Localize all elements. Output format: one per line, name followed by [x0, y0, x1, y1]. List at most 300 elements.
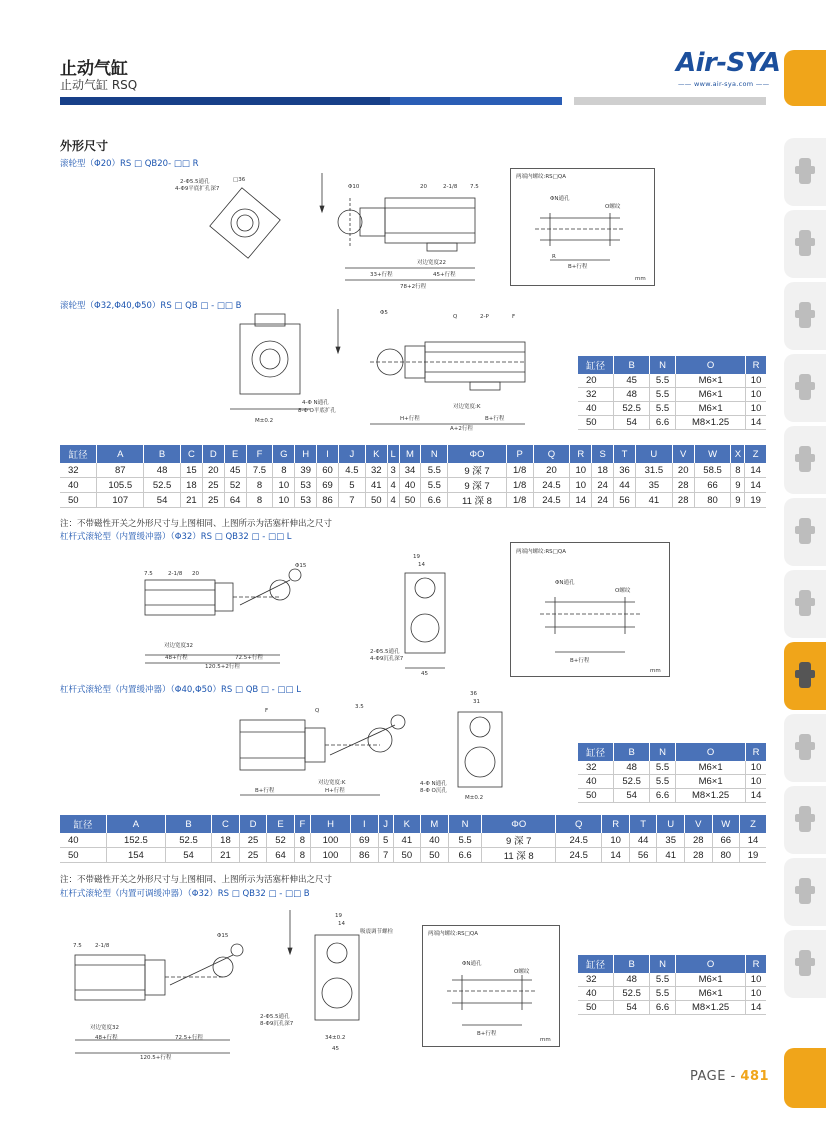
table-cell: 105.5 — [97, 478, 144, 493]
label-shock-bolt: 吸震调节螺栓 — [360, 929, 394, 935]
drawing-lever-adjustable-front — [260, 905, 410, 1055]
table-header-cell: V — [684, 815, 712, 833]
table-cell: 10 — [746, 402, 766, 416]
table-cell: 18 — [212, 833, 240, 848]
table-cell: 41 — [635, 493, 672, 508]
table-cell: 8 — [294, 833, 310, 848]
table-cell: 86 — [317, 493, 339, 508]
table-cell: 64 — [224, 493, 246, 508]
slide-cylinder-icon — [793, 730, 817, 766]
table-cell: 69 — [317, 478, 339, 493]
table-header-cell: B — [614, 743, 650, 761]
table-cell: 11 深 8 — [482, 848, 556, 863]
table-cell: 15 — [180, 463, 202, 478]
table-cell: 10 — [273, 478, 295, 493]
label-internal-thread: 两端内螺纹:RS□QA — [516, 174, 566, 180]
drawing-detail-rsqa-2 — [510, 542, 670, 677]
label-mm-3: mm — [540, 1037, 551, 1043]
label-phi15-l: Φ15 — [295, 563, 307, 569]
table-cell: 100 — [310, 833, 350, 848]
label-45-stroke: 45+行程 — [433, 272, 456, 278]
label-45-5: 45 — [332, 1046, 339, 1052]
header-bar-gray — [574, 97, 766, 105]
table-cell: 41 — [657, 848, 685, 863]
table-header-cell: U — [657, 815, 685, 833]
table-cell: 32 — [365, 463, 387, 478]
page-title: 止动气缸 — [60, 59, 128, 79]
table-cell: 8 — [731, 463, 745, 478]
note-2: 注：不带磁性开关之外形尺寸与上图相同、上图所示为活塞杆伸出之尺寸 — [60, 875, 333, 885]
table-row — [578, 775, 766, 789]
sidebar-tab-filter[interactable] — [784, 210, 826, 278]
table-cell: 50 — [393, 848, 421, 863]
table-cell: 28 — [672, 478, 694, 493]
sidebar-tab-valve[interactable] — [784, 282, 826, 350]
sidebar-tab-solenoid[interactable] — [784, 498, 826, 566]
label-internal-thread-3: 两端内螺纹:RS□QA — [428, 931, 478, 937]
table-cell: 19 — [745, 493, 766, 508]
solenoid-icon — [793, 514, 817, 550]
table-header-cell: P — [506, 445, 533, 463]
table-cell: 50 — [60, 848, 106, 863]
table-cell: 86 — [351, 848, 379, 863]
label-20: 20 — [420, 184, 427, 190]
table-cell: 54 — [614, 789, 650, 803]
table-cell: 66 — [694, 478, 731, 493]
table-cell: 52.5 — [165, 833, 211, 848]
table-cell: 20 — [672, 463, 694, 478]
table-cell: 54 — [614, 416, 650, 430]
label-port-5: 2-1/8 — [95, 943, 110, 949]
table-header-cell: 缸径 — [60, 815, 106, 833]
label-3-5: 3.5 — [355, 704, 364, 710]
table-cell: 20 — [578, 374, 614, 388]
table-cell: 14 — [740, 833, 766, 848]
table-cell: 10 — [570, 463, 592, 478]
caption-roller-32-50: 滚轮型（Φ32,Φ40,Φ50）RS □ QB □ - □□ B — [60, 301, 242, 311]
table-cell: 53 — [295, 478, 317, 493]
table-cell: 6.6 — [650, 1001, 676, 1015]
label-port-l: 2-1/8 — [168, 571, 183, 577]
table-header-cell: R — [746, 743, 766, 761]
label-across-32: 对边宽度32 — [164, 643, 193, 649]
table-cell: 7 — [338, 493, 365, 508]
table-cell: 48 — [144, 463, 181, 478]
table-header-cell: N — [448, 815, 482, 833]
table-cell: 24.5 — [556, 833, 602, 848]
label-72-stroke-5: 72.5+行程 — [175, 1035, 203, 1041]
table-small-2 — [578, 743, 766, 803]
label-h-stroke-4: H+行程 — [325, 788, 345, 794]
label-port: 2-1/8 — [443, 184, 458, 190]
sidebar-tab-silencer[interactable] — [784, 858, 826, 926]
table-cell: 10 — [746, 388, 766, 402]
table-cell: 41 — [393, 833, 421, 848]
table-cell: 64 — [267, 848, 295, 863]
table-header-cell: B — [614, 356, 650, 374]
table-cell: 5.5 — [421, 463, 448, 478]
table-cell: M6×1 — [676, 374, 746, 388]
drawing-lever-adjustable-32 — [65, 925, 245, 1060]
table-cell: 5.5 — [650, 987, 676, 1001]
table-header-cell: N — [650, 743, 676, 761]
table-cell: 7 — [378, 848, 393, 863]
valve-icon — [793, 298, 817, 334]
label-2-holes-5: 2-Φ5.5通孔 — [260, 1014, 290, 1020]
sidebar-tab-actuator[interactable] — [784, 426, 826, 494]
caption-lever-32: 杠杆式滚轮型（内置缓冲器）（Φ32）RS □ QB32 □ - □□ L — [60, 532, 292, 542]
table-header-cell: B — [165, 815, 211, 833]
table-header-cell: R — [746, 356, 766, 374]
table-cell: 107 — [97, 493, 144, 508]
table-row — [578, 987, 766, 1001]
table-cell: 87 — [97, 463, 144, 478]
label-f: F — [512, 314, 516, 320]
label-19-5: 19 — [335, 913, 342, 919]
label-4-counterbore: 4-Φ9沉孔深7 — [370, 656, 404, 662]
table-row — [578, 761, 766, 775]
label-phi-s: Φ5 — [380, 310, 388, 316]
table-cell: 50 — [60, 493, 97, 508]
table-header-cell: S — [592, 445, 614, 463]
label-31: 31 — [473, 699, 480, 705]
table-cell: 41 — [365, 478, 387, 493]
table-cell: 25 — [202, 478, 224, 493]
table-cell: 40 — [60, 478, 97, 493]
table-cell: 48 — [614, 388, 650, 402]
table-row — [60, 493, 766, 508]
table-cell: 8 — [246, 493, 273, 508]
label-n-hole-3: ΦN通孔 — [462, 961, 482, 967]
table-cell: 24.5 — [533, 493, 570, 508]
silencer-icon — [793, 874, 817, 910]
table-cell: 4 — [387, 493, 399, 508]
table-cell: 40 — [578, 775, 614, 789]
caption-roller-20: 滚轮型（Φ20）RS □ QB20- □□ R — [60, 159, 199, 169]
table-cell: 5.5 — [650, 402, 676, 416]
label-internal-thread-2: 两端内螺纹:RS□QA — [516, 549, 566, 555]
table-cell: 9 — [731, 478, 745, 493]
label-33-stroke: 33+行程 — [370, 272, 393, 278]
table-header-cell: E — [267, 815, 295, 833]
label-4n-hole: 4-Φ N通孔 — [302, 400, 329, 406]
label-a-stroke: A+2行程 — [450, 426, 473, 432]
label-8-counterbore-5: 8-Φ9沉孔深7 — [260, 1021, 294, 1027]
table-header-cell: B — [144, 445, 181, 463]
table-cell: 24.5 — [533, 478, 570, 493]
table-cell: M6×1 — [676, 973, 746, 987]
table-header-cell: J — [338, 445, 365, 463]
table-header-cell: M — [399, 445, 421, 463]
table-header-cell: A — [106, 815, 165, 833]
gripper-icon — [793, 586, 817, 622]
table-header-cell: H — [295, 445, 317, 463]
label-across-flats: 对边宽度22 — [417, 260, 446, 266]
table-cell: 5.5 — [650, 775, 676, 789]
table-cell: 3 — [387, 463, 399, 478]
table-cell: 50 — [421, 848, 449, 863]
table-dimensions-1 — [60, 445, 766, 508]
table-cell: 40 — [60, 833, 106, 848]
table-cell: 18 — [180, 478, 202, 493]
table-cell: 54 — [144, 493, 181, 508]
sidebar-tab-fitting[interactable] — [784, 354, 826, 422]
table-cell: 45 — [614, 374, 650, 388]
page-subtitle: 止动气缸 RSQ — [60, 78, 138, 92]
label-48-stroke-5: 48+行程 — [95, 1035, 118, 1041]
table-cell: 58.5 — [694, 463, 731, 478]
table-header-cell: B — [614, 955, 650, 973]
table-row — [60, 848, 766, 863]
label-72-stroke: 72.5+行程 — [235, 655, 263, 661]
label-b-stroke-5: B+行程 — [477, 1031, 497, 1037]
table-row — [578, 402, 766, 416]
table-cell: 32 — [578, 388, 614, 402]
table-cell: 14 — [602, 848, 630, 863]
drawing-detail-rsqa-1 — [510, 168, 655, 286]
label-mm-2: mm — [650, 668, 661, 674]
label-120-stroke-5: 120.5+行程 — [140, 1055, 172, 1060]
table-header-cell: D — [202, 445, 224, 463]
label-b-stroke-3: B+行程 — [570, 658, 590, 664]
label-b-stroke: B+行程 — [568, 264, 588, 270]
table-cell: 44 — [629, 833, 657, 848]
table-cell: 35 — [657, 833, 685, 848]
table-row — [60, 478, 766, 493]
sidebar-top-tab[interactable] — [784, 50, 826, 106]
table-header-cell: O — [676, 356, 746, 374]
table-dimensions-2 — [60, 815, 766, 863]
table-cell: 10 — [273, 493, 295, 508]
table-header-cell: C — [212, 815, 240, 833]
table-cell: 21 — [180, 493, 202, 508]
sidebar-tab-filter-regulator[interactable] — [784, 138, 826, 206]
label-48-stroke: 48+行程 — [165, 655, 188, 661]
table-row — [578, 973, 766, 987]
drawing-lever-32 — [140, 555, 315, 670]
label-7-5-5: 7.5 — [73, 943, 82, 949]
table-cell: 28 — [672, 493, 694, 508]
table-cell: 9 深 7 — [482, 833, 556, 848]
table-cell: 44 — [614, 478, 636, 493]
table-header-cell: F — [246, 445, 273, 463]
table-cell: 5.5 — [650, 388, 676, 402]
table-cell: M6×1 — [676, 388, 746, 402]
label-45: 45 — [421, 671, 428, 677]
label-8o-counterbore: 8-Φ O平底扩孔 — [298, 408, 336, 414]
sidebar-tab-slide-cylinder[interactable] — [784, 714, 826, 782]
label-n-hole-2: ΦN通孔 — [555, 580, 575, 586]
label-n-hole: ΦN通孔 — [550, 196, 570, 202]
table-cell: 56 — [614, 493, 636, 508]
table-small-1 — [578, 356, 766, 430]
table-cell: 5 — [378, 833, 393, 848]
label-14: 14 — [418, 562, 425, 568]
table-header-cell: ΦO — [448, 445, 506, 463]
label-across-k-4: 对边宽度:K — [318, 780, 346, 786]
table-header-cell: N — [421, 445, 448, 463]
caption-lever-adjustable-32: 杠杆式滚轮型（内置可调缓冲器）（Φ32）RS □ QB32 □ - □□ B — [60, 889, 310, 899]
table-row — [578, 1001, 766, 1015]
table-header-cell: F — [294, 815, 310, 833]
table-cell: 5.5 — [650, 973, 676, 987]
table-header-cell: R — [602, 815, 630, 833]
table-cell: 32 — [578, 973, 614, 987]
table-cell: 8 — [273, 463, 295, 478]
accessory-icon — [793, 946, 817, 982]
drawing-lever-40-50 — [230, 700, 430, 805]
table-cell: 24 — [592, 478, 614, 493]
table-cell: M6×1 — [676, 987, 746, 1001]
label-2-holes: 2-Φ5.5通孔 — [370, 649, 400, 655]
sidebar-tab-gripper[interactable] — [784, 570, 826, 638]
table-header-cell: H — [310, 815, 350, 833]
label-phi10: Φ10 — [348, 184, 360, 190]
note-1: 注：不带磁性开关之外形尺寸与上图相同、上图所示为活塞杆伸出之尺寸 — [60, 519, 333, 529]
table-cell: 56 — [629, 848, 657, 863]
table-header-cell: D — [239, 815, 267, 833]
sidebar-tab-rotary[interactable] — [784, 786, 826, 854]
table-cell: M8×1.25 — [676, 789, 746, 803]
table-cell: 10 — [746, 987, 766, 1001]
table-cell: 45 — [224, 463, 246, 478]
label-q: Q — [453, 314, 458, 320]
filter-icon — [793, 226, 817, 262]
table-cell: 25 — [239, 848, 267, 863]
drawing-lever-32-front — [365, 548, 475, 678]
table-cell: 50 — [578, 1001, 614, 1015]
table-header-cell: U — [635, 445, 672, 463]
table-header-cell: T — [614, 445, 636, 463]
label-square-36: □36 — [233, 177, 246, 183]
table-cell: 6.6 — [421, 493, 448, 508]
table-cell: M8×1.25 — [676, 416, 746, 430]
table-cell: 9 深 7 — [448, 478, 506, 493]
header-bar — [60, 97, 390, 105]
table-cell: 154 — [106, 848, 165, 863]
table-header-cell: N — [650, 356, 676, 374]
drawing-roller-20 — [165, 168, 505, 293]
table-cell: 6.6 — [448, 848, 482, 863]
table-header-cell: R — [570, 445, 592, 463]
label-36: 36 — [470, 691, 477, 697]
table-header-cell: K — [365, 445, 387, 463]
label-8o-4: 8-Φ O沉孔 — [420, 788, 447, 794]
table-cell: 5.5 — [448, 833, 482, 848]
label-r: R — [552, 254, 556, 260]
table-cell: 10 — [746, 775, 766, 789]
table-cell: 14 — [746, 1001, 766, 1015]
table-cell: 52.5 — [614, 987, 650, 1001]
label-across-flats-k: 对边宽度:K — [453, 404, 481, 410]
page-prefix: PAGE - — [690, 1069, 741, 1084]
table-header-cell: V — [672, 445, 694, 463]
table-cell: 52.5 — [614, 775, 650, 789]
table-cell: M6×1 — [676, 402, 746, 416]
sidebar-bottom-tab[interactable] — [784, 1048, 826, 1108]
table-row — [578, 789, 766, 803]
table-cell: 5 — [338, 478, 365, 493]
table-header-cell: C — [180, 445, 202, 463]
drawing-roller-32-50 — [200, 304, 530, 434]
table-header-cell: I — [351, 815, 379, 833]
label-phi15-5: Φ15 — [217, 933, 229, 939]
table-cell: 10 — [746, 761, 766, 775]
table-cell: 50 — [399, 493, 421, 508]
table-cell: 48 — [614, 761, 650, 775]
brand-logo: Air-SYA — [676, 48, 781, 78]
table-cell: 10 — [746, 374, 766, 388]
table-cell: 66 — [712, 833, 740, 848]
label-120-stroke: 120.5+2行程 — [205, 664, 240, 670]
table-cell: 28 — [684, 848, 712, 863]
table-cell: 10 — [570, 478, 592, 493]
table-cell: 10 — [746, 973, 766, 987]
table-header-cell: R — [746, 955, 766, 973]
table-cell: 1/8 — [506, 493, 533, 508]
table-cell: 40 — [578, 402, 614, 416]
label-f-4: F — [265, 708, 269, 714]
table-header-cell: M — [421, 815, 449, 833]
page-number-value: 481 — [740, 1069, 770, 1084]
table-header-cell: O — [676, 743, 746, 761]
table-cell: 20 — [533, 463, 570, 478]
label-34-5: 34±0.2 — [325, 1035, 346, 1041]
table-cell: 39 — [295, 463, 317, 478]
table-cell: 25 — [239, 833, 267, 848]
table-cell: 50 — [365, 493, 387, 508]
table-cell: 50 — [578, 789, 614, 803]
brand-url: —— www.air-sya.com —— — [678, 80, 770, 88]
label-m-4: M±0.2 — [465, 795, 484, 801]
table-cell: 69 — [351, 833, 379, 848]
label-o-thread: O螺纹 — [605, 204, 621, 210]
table-cell: 14 — [745, 478, 766, 493]
table-cell: 40 — [421, 833, 449, 848]
table-cell: 52 — [224, 478, 246, 493]
table-cell: M8×1.25 — [676, 1001, 746, 1015]
label-across-32-5: 对边宽度32 — [90, 1025, 119, 1031]
table-cell: 60 — [317, 463, 339, 478]
table-cell: 52.5 — [614, 402, 650, 416]
label-q-4: Q — [315, 708, 320, 714]
table-cell: 80 — [694, 493, 731, 508]
table-header-cell: X — [731, 445, 745, 463]
table-cell: 8 — [294, 848, 310, 863]
table-cell: 52.5 — [144, 478, 181, 493]
table-cell: 14 — [745, 463, 766, 478]
label-14-5: 14 — [338, 921, 345, 927]
table-cell: 36 — [614, 463, 636, 478]
table-cell: 32 — [578, 761, 614, 775]
table-row — [60, 833, 766, 848]
table-cell: 1/8 — [506, 478, 533, 493]
table-row — [578, 388, 766, 402]
table-row — [578, 374, 766, 388]
table-header-cell: T — [629, 815, 657, 833]
sidebar-tab-accessory[interactable] — [784, 930, 826, 998]
table-cell: 9 深 7 — [448, 463, 506, 478]
table-cell: 34 — [399, 463, 421, 478]
table-row — [578, 416, 766, 430]
table-cell: 9 — [731, 493, 745, 508]
table-cell: 50 — [578, 416, 614, 430]
table-header-cell: Z — [740, 815, 766, 833]
table-cell: 14 — [746, 416, 766, 430]
sidebar-tab-stopper-cylinder[interactable] — [784, 642, 826, 710]
table-header-cell: W — [712, 815, 740, 833]
table-cell: 11 深 8 — [448, 493, 506, 508]
